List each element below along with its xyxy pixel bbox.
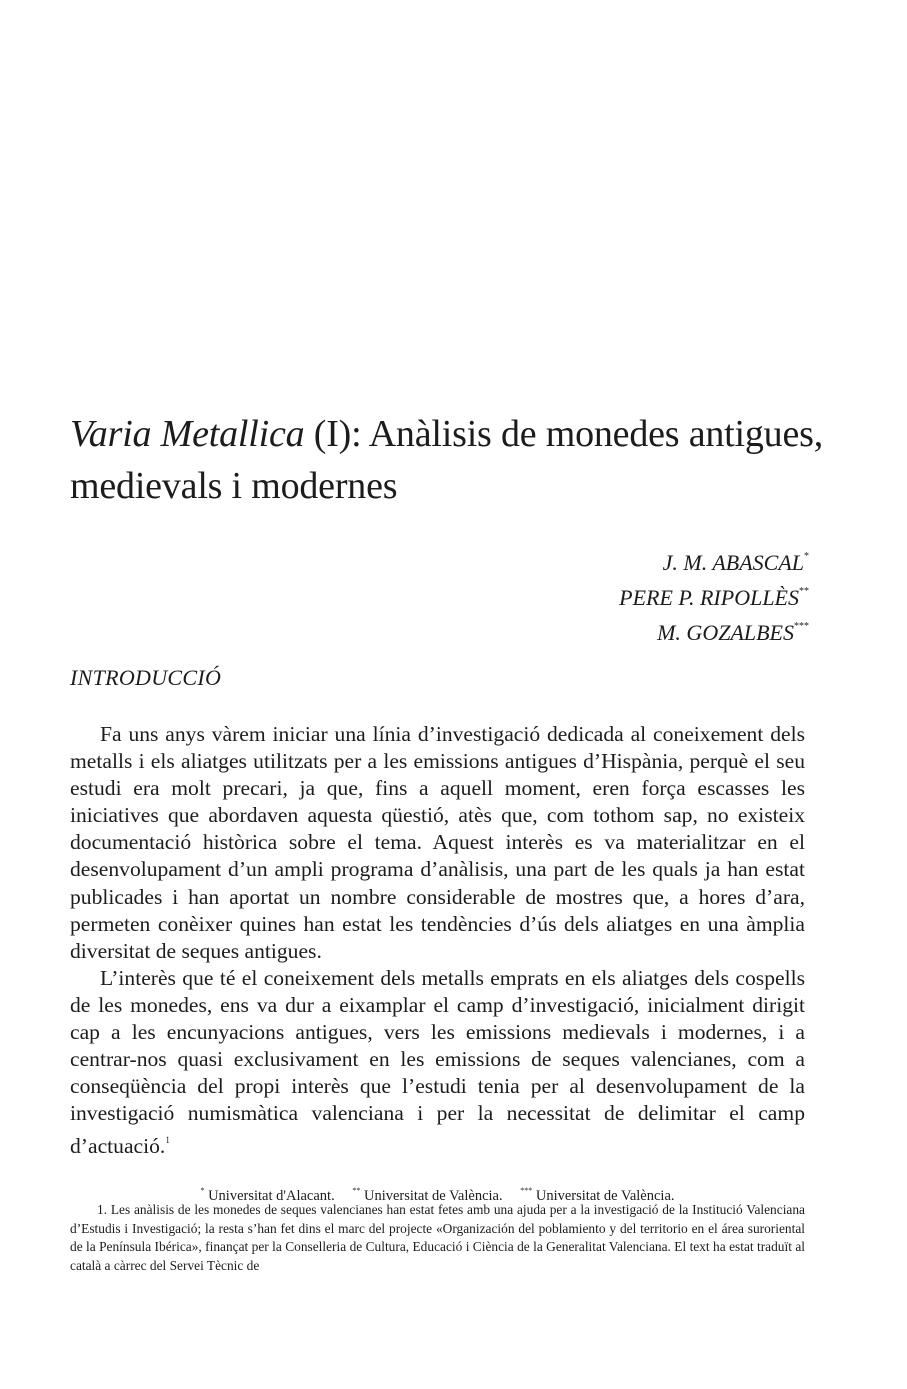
paragraph-2 xyxy=(70,965,805,1161)
affil-text: Universitat de València. xyxy=(363,1188,503,1204)
author-list xyxy=(619,542,809,647)
paragraph-2-text: L’interès que té el coneixement dels metalls emprats en els aliatges dels cospells de les monedes, ens va dur a eixamplar el camp d’investigació, inicialment dirigit cap a les encunyacions antigues, vers les emissions medievals i modernes, i a centrar-nos quasi exclusivament en les emissions de seques valencianes, com a conseqüència del propi interès que l’estudi tenia per al desenvolupament de la investigació numismàtica valenciana i per la necessitat de delimitar el camp d’actuació. xyxy=(70,965,805,1159)
author-name: M. GOZALBES xyxy=(657,620,794,645)
affil-text: Universitat d'Alacant. xyxy=(208,1188,335,1204)
footnote-number: 1. xyxy=(97,1202,108,1217)
author-3 xyxy=(619,612,809,647)
article-title xyxy=(70,408,850,512)
affil-mark: ** xyxy=(352,1186,361,1195)
footnote-text: Les anàlisis de les monedes de seques valencianes han estat fetes amb una ajuda per a la investigació de la Institució Valenciana d’Estudis i Investigació; la resta s’han fet dins el marc del projecte «Organización del poblamiento y del territorio en el área suroriental de la Península Ibérica», finançat per la Conselleria de Cultura, Educació i Ciència de la Generalitat Valenciana. El text ha estat traduït al català a càrrec del Servei Tècnic de xyxy=(70,1202,805,1273)
affil-mark: * xyxy=(200,1186,205,1195)
author-2 xyxy=(619,577,809,612)
author-name: PERE P. RIPOLLÈS xyxy=(619,585,799,610)
body-text xyxy=(70,721,805,1161)
author-mark: *** xyxy=(794,621,809,632)
author-name: J. M. ABASCAL xyxy=(662,550,804,575)
footnote-1 xyxy=(70,1201,805,1275)
footnote-ref: 1 xyxy=(165,1135,170,1146)
title-rest: (I): Anàlisis de monedes antigues, medievals i modernes xyxy=(70,413,824,507)
affil-text: Universitat de València. xyxy=(535,1188,675,1204)
paragraph-1: Fa uns anys vàrem iniciar una línia d’investigació dedicada al coneixement dels metalls i els aliatges utilitzats per a les emissions antigues d’Hispània, perquè el seu estudi era molt precari, ja que, fins a aquell moment, eren força escasses les iniciatives que abordaven aquesta qüestió, atès que, com tothom sap, no existeix documentació històrica sobre el tema. Aquest interès es va materialitzar en el desenvolupament d’un ampli programa d’anàlisis, una part de les quals ja han estat publicades i han aportat un nombre considerable de mostres que, a hores d’ara, permeten conèixer quines han estat les tendències d’ús dels aliatges en una àmplia diversitat de seques antigues. xyxy=(70,722,805,963)
author-1 xyxy=(619,542,809,577)
affil-mark: *** xyxy=(520,1186,533,1195)
title-italic-part: Varia Metallica xyxy=(70,413,305,455)
author-mark: ** xyxy=(799,586,809,597)
author-mark: * xyxy=(804,551,809,562)
section-heading: INTRODUCCIÓ xyxy=(70,665,222,690)
